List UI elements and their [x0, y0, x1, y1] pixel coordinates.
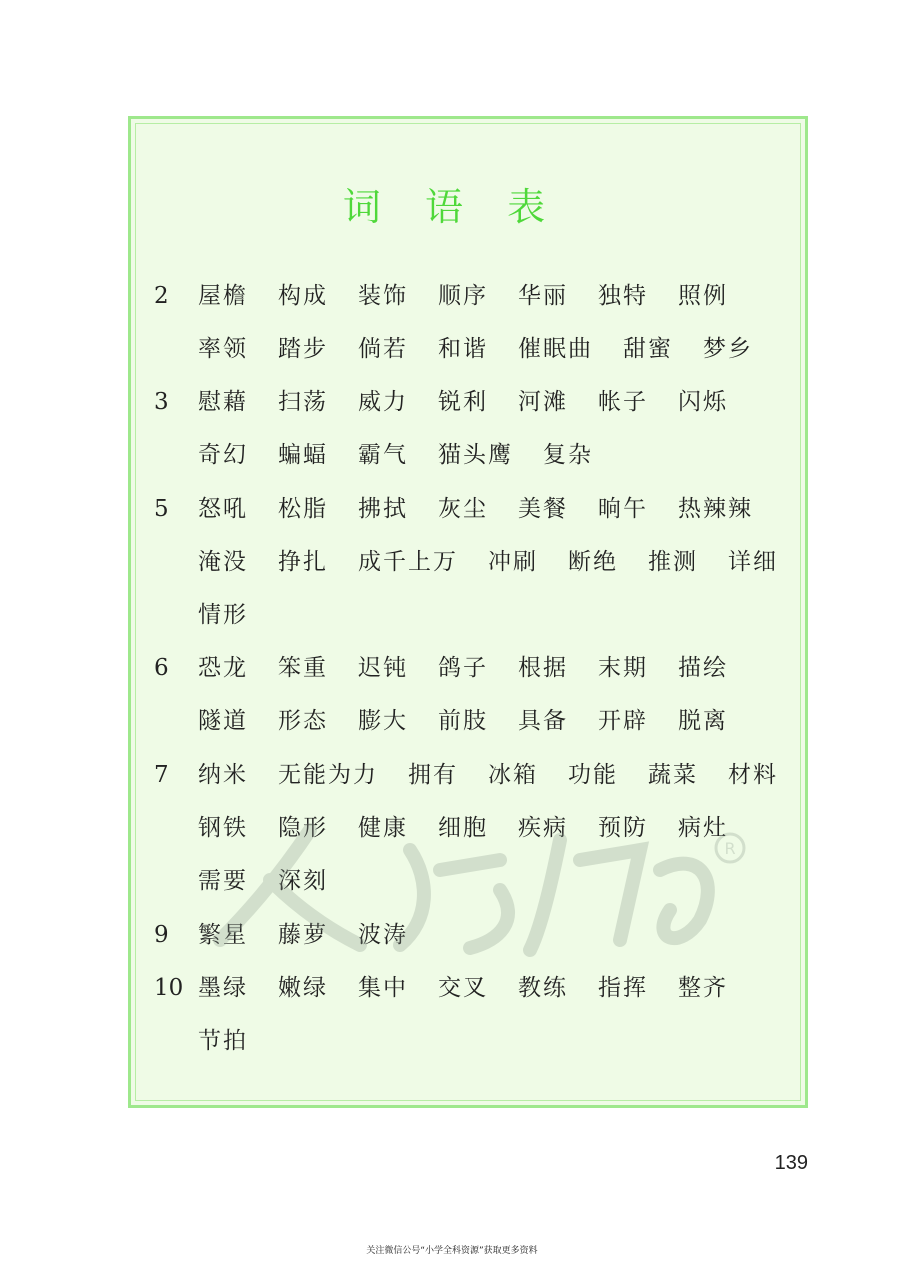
- vocabulary-word: 灰尘: [438, 496, 488, 522]
- publisher-watermark: [200, 820, 760, 960]
- page-number: 139: [774, 1152, 808, 1174]
- vocabulary-word: 详细: [728, 549, 778, 575]
- vocabulary-word: 钢铁: [198, 815, 248, 841]
- vocabulary-word: 拥有: [408, 762, 458, 788]
- vocabulary-row: [0, 1021, 904, 1061]
- vocabulary-word: 催眠曲: [518, 336, 593, 362]
- vocabulary-word: 情形: [198, 602, 248, 628]
- vocabulary-word: 冲刷: [488, 549, 538, 575]
- vocabulary-word: 节拍: [198, 1028, 248, 1054]
- vocabulary-word: 慰藉: [198, 389, 248, 415]
- vocabulary-word: 独特: [598, 283, 648, 309]
- vocabulary-word: 材料: [728, 762, 778, 788]
- vocabulary-word: 预防: [598, 815, 648, 841]
- vocabulary-word: 奇幻: [198, 442, 248, 468]
- vocabulary-word: 推测: [648, 549, 698, 575]
- lesson-number: 3: [154, 389, 169, 415]
- vocabulary-word: 脱离: [678, 708, 728, 734]
- vocabulary-word: 猫头鹰: [438, 442, 513, 468]
- vocabulary-word: 踏步: [278, 336, 328, 362]
- vocabulary-word: 和谐: [438, 336, 488, 362]
- vocabulary-word: 华丽: [518, 283, 568, 309]
- vocabulary-word: 热辣辣: [678, 496, 753, 522]
- lesson-number: 7: [154, 762, 169, 788]
- page-title: 词 语 表: [342, 185, 562, 229]
- vocabulary-word: 率领: [198, 336, 248, 362]
- vocabulary-word: 梦乡: [703, 336, 753, 362]
- vocabulary-word: 锐利: [438, 389, 488, 415]
- vocabulary-word: 霸气: [358, 442, 408, 468]
- vocabulary-word: 繁星: [198, 922, 248, 948]
- vocabulary-word: 冰箱: [488, 762, 538, 788]
- vocabulary-word: 蝙蝠: [278, 442, 328, 468]
- vocabulary-word: 指挥: [598, 975, 648, 1001]
- vocabulary-word: 细胞: [438, 815, 488, 841]
- vocabulary-word: 集中: [358, 975, 408, 1001]
- vocabulary-word: 怒吼: [198, 496, 248, 522]
- vocabulary-word: 蔬菜: [648, 762, 698, 788]
- lesson-number: 5: [154, 496, 169, 522]
- footer-note: 关注微信公号“小学全科资源”获取更多资料: [366, 1246, 538, 1256]
- vocabulary-row: [0, 542, 904, 582]
- vocabulary-word: 膨大: [358, 708, 408, 734]
- vocabulary-word: 嫩绿: [278, 975, 328, 1001]
- vocabulary-word: 美餐: [518, 496, 568, 522]
- vocabulary-word: 照例: [678, 283, 728, 309]
- vocabulary-row: [0, 276, 904, 316]
- vocabulary-word: 迟钝: [358, 655, 408, 681]
- vocabulary-word: 纳米: [198, 762, 248, 788]
- vocabulary-word: 深刻: [278, 868, 328, 894]
- vocabulary-row: [0, 701, 904, 741]
- vocabulary-word: 整齐: [678, 975, 728, 1001]
- vocabulary-word: 功能: [568, 762, 618, 788]
- vocabulary-word: 闪烁: [678, 389, 728, 415]
- vocabulary-row: [0, 435, 904, 475]
- vocabulary-word: 教练: [518, 975, 568, 1001]
- vocabulary-word: 挣扎: [278, 549, 328, 575]
- vocabulary-word: 开辟: [598, 708, 648, 734]
- vocabulary-word: 断绝: [568, 549, 618, 575]
- vocabulary-word: 晌午: [598, 496, 648, 522]
- vocabulary-row: [0, 595, 904, 635]
- lesson-number: 10: [154, 975, 184, 1001]
- vocabulary-word: 交叉: [438, 975, 488, 1001]
- vocabulary-word: 健康: [358, 815, 408, 841]
- vocabulary-word: 隐形: [278, 815, 328, 841]
- vocabulary-word: 根据: [518, 655, 568, 681]
- vocabulary-word: 成千上万: [358, 549, 458, 575]
- vocabulary-word: 需要: [198, 868, 248, 894]
- vocabulary-word: 扫荡: [278, 389, 328, 415]
- vocabulary-word: 末期: [598, 655, 648, 681]
- vocabulary-word: 隧道: [198, 708, 248, 734]
- vocabulary-word: 无能为力: [278, 762, 378, 788]
- vocabulary-word: 倘若: [358, 336, 408, 362]
- vocabulary-word: 病灶: [678, 815, 728, 841]
- vocabulary-row: [0, 648, 904, 688]
- vocabulary-row: [0, 382, 904, 422]
- vocabulary-word: 前肢: [438, 708, 488, 734]
- lesson-number: 9: [154, 922, 169, 948]
- vocabulary-word: 屋檐: [198, 283, 248, 309]
- svg-text:R: R: [724, 839, 736, 858]
- vocabulary-word: 顺序: [438, 283, 488, 309]
- vocabulary-word: 描绘: [678, 655, 728, 681]
- vocabulary-word: 藤萝: [278, 922, 328, 948]
- vocabulary-word: 威力: [358, 389, 408, 415]
- lesson-number: 6: [154, 655, 169, 681]
- vocabulary-word: 鸽子: [438, 655, 488, 681]
- vocabulary-word: 甜蜜: [623, 336, 673, 362]
- vocabulary-word: 恐龙: [198, 655, 248, 681]
- vocabulary-word: 装饰: [358, 283, 408, 309]
- vocabulary-row: [0, 489, 904, 529]
- vocabulary-word: 河滩: [518, 389, 568, 415]
- vocabulary-word: 墨绿: [198, 975, 248, 1001]
- vocabulary-word: 构成: [278, 283, 328, 309]
- vocabulary-word: 拂拭: [358, 496, 408, 522]
- vocabulary-word: 淹没: [198, 549, 248, 575]
- vocabulary-word: 疾病: [518, 815, 568, 841]
- lesson-number: 2: [154, 283, 169, 309]
- vocabulary-row: [0, 968, 904, 1008]
- vocabulary-word: 波涛: [358, 922, 408, 948]
- vocabulary-row: [0, 329, 904, 369]
- vocabulary-word: 形态: [278, 708, 328, 734]
- vocabulary-word: 松脂: [278, 496, 328, 522]
- vocabulary-word: 帐子: [598, 389, 648, 415]
- vocabulary-word: 笨重: [278, 655, 328, 681]
- vocabulary-word: 具备: [518, 708, 568, 734]
- vocabulary-word: 复杂: [543, 442, 593, 468]
- vocabulary-row: [0, 755, 904, 795]
